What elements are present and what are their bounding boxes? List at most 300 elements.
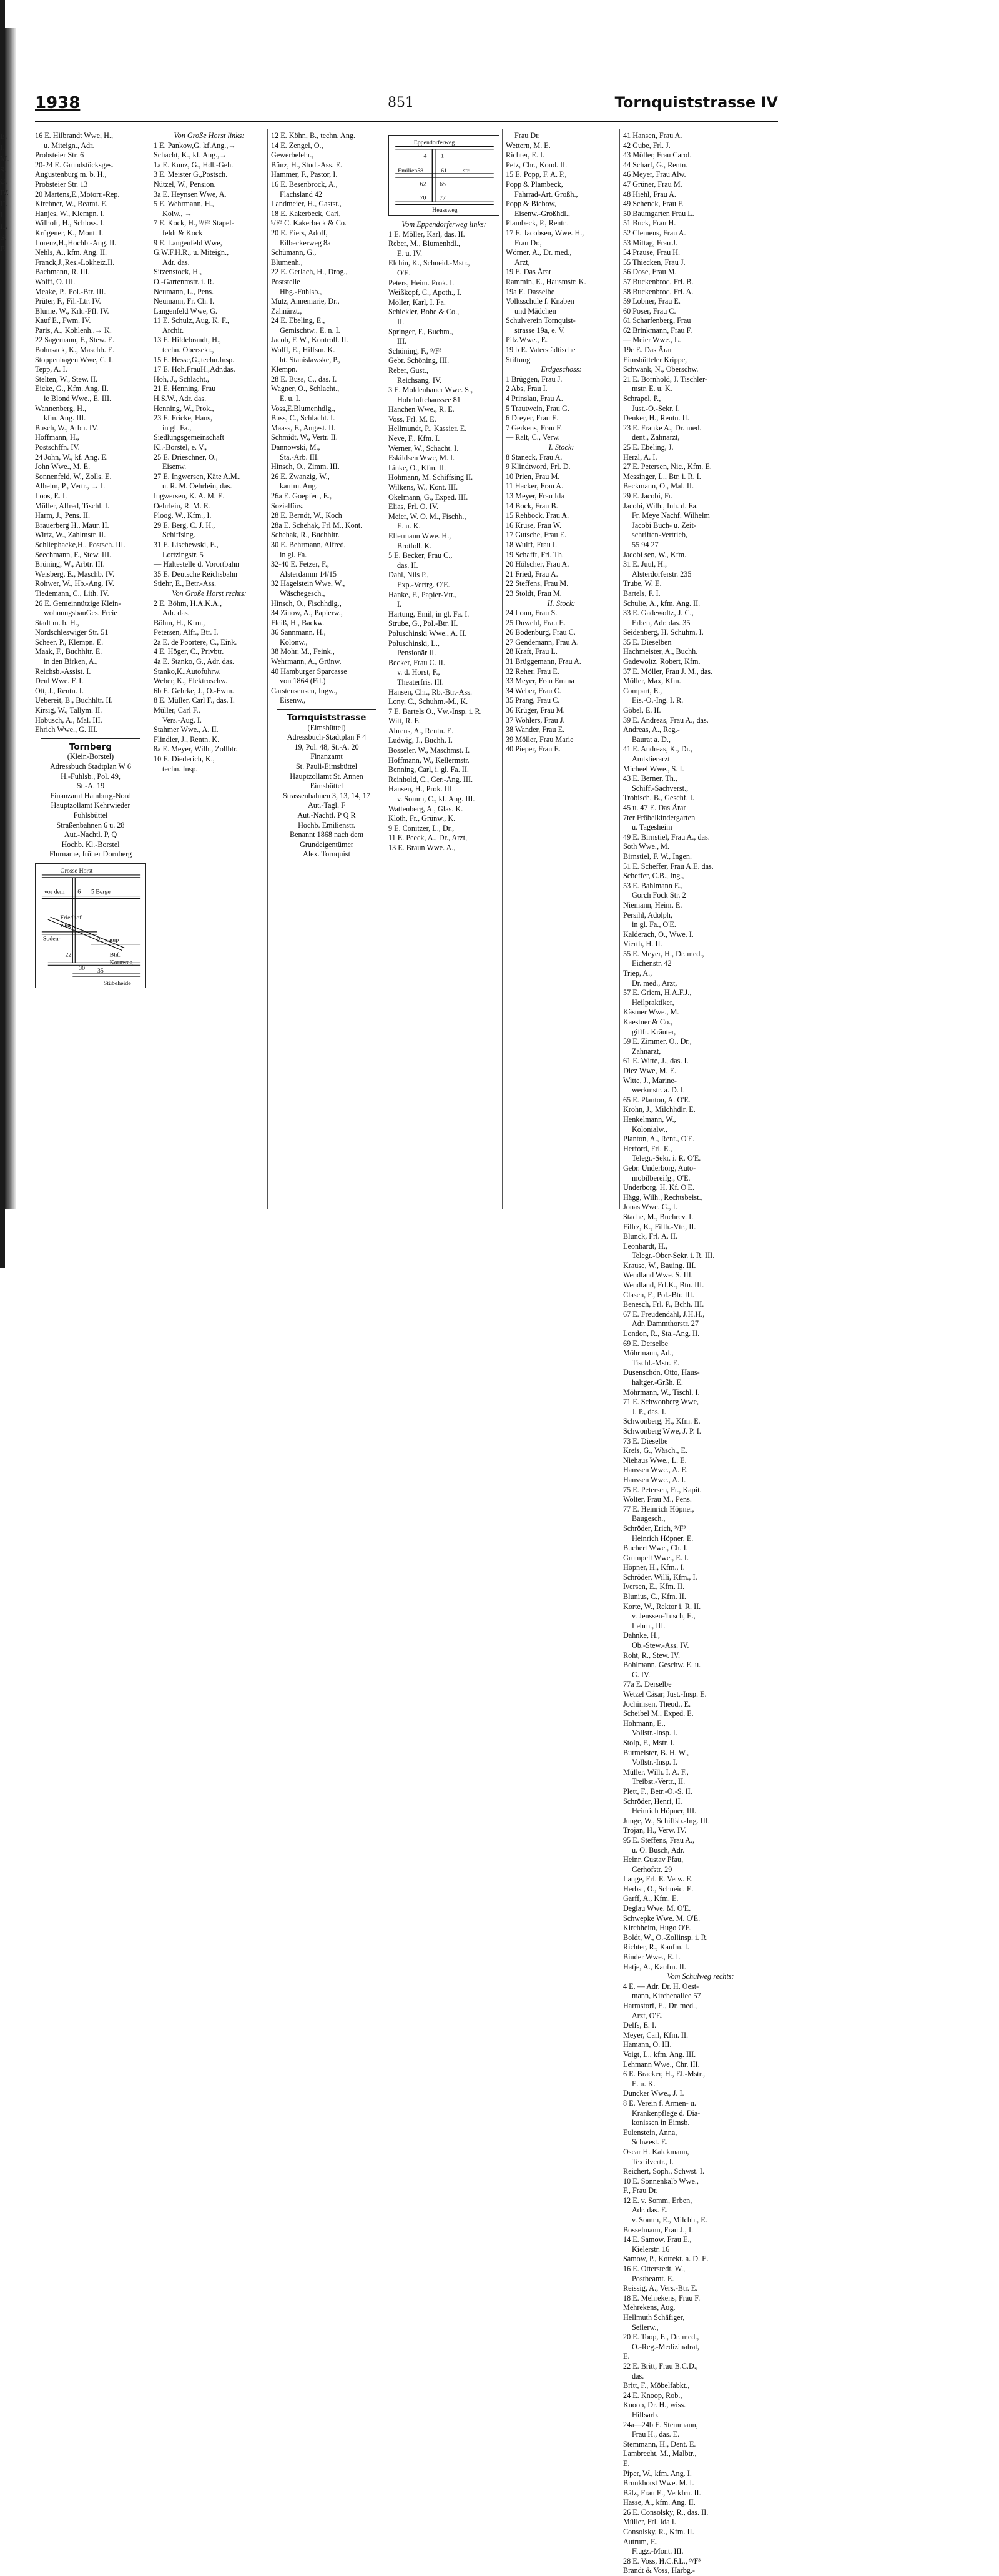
directory-entry-line: Schiffsing.: [162, 530, 195, 540]
directory-entry-line: London, R., Sta.-Ang. II.: [623, 1329, 700, 1339]
directory-entry-line: Eicke, G., Kfm. Ang. II.: [35, 384, 109, 394]
directory-entry-line: 25 E. Ebeling, J.: [623, 443, 674, 452]
directory-entry-line: Dahl, Nils P.,: [388, 570, 429, 580]
directory-entry-line: Probsteier Str. 6: [35, 151, 84, 160]
directory-entry-line: Hohmann, E.,: [623, 1718, 666, 1728]
directory-entry-line: Kirsig, W., Tallym. II.: [35, 706, 102, 715]
directory-entry-line: 11 E. Schulz, Aug. K. F.,: [154, 316, 229, 325]
directory-entry-line: Kalderach, O., Wwe. I.: [623, 929, 694, 939]
directory-entry-line: 23 Stoldt, Frau M.: [506, 588, 562, 598]
directory-entry-line: Erdgeschoss:: [541, 365, 582, 374]
directory-entry-line: Kirchheim, Hugo O'E.: [623, 1923, 692, 1933]
directory-entry-line: II.: [397, 317, 405, 326]
directory-entry-line: 19 b E. Vaterstädtische: [506, 345, 576, 355]
directory-entry-line: 11 E. Peeck, A., Dr., Arzt,: [388, 833, 468, 843]
directory-entry-line: 42 Gube, Frl. J.: [623, 141, 671, 150]
map-label: weg: [60, 921, 71, 929]
directory-entry-line: techn. Obersekr.,: [162, 345, 214, 355]
directory-entry-line: Eulenstein, Anna,: [623, 2128, 677, 2137]
directory-entry-line: 18 E. Mehrekens, Frau F.: [623, 2293, 701, 2302]
directory-entry-line: Pilz Wwe., E.: [506, 335, 548, 345]
directory-entry-line: Ploog, W., Kfm., I.: [154, 511, 212, 520]
directory-entry-line: Adr. das.: [162, 257, 190, 267]
directory-entry-line: Eimsbütteler Krippe,: [623, 355, 687, 364]
directory-entry-line: Müller, Wilh. I. A. F.,: [623, 1767, 689, 1776]
directory-entry-line: Deul Wwe. F. I.: [35, 676, 84, 686]
directory-entry-line: Adr. das. E.: [632, 2206, 668, 2215]
edge-letter: C.: [0, 177, 7, 186]
directory-entry-line: Hatje, A., Kaufm. II.: [623, 1962, 686, 1971]
previous-page-edge-text: [0, 131, 9, 255]
directory-entry-line: 24a—24b E. Stemmann,: [623, 2420, 698, 2429]
directory-entry-line: Seidenberg, H. Schuhm. I.: [623, 628, 704, 637]
directory-entry-line: Scheibel M., Exped. E.: [623, 1709, 694, 1718]
directory-entry-line: 73 E. Dieselbe: [623, 1436, 668, 1445]
directory-entry-line: 26 Bodenburg, Frau C.: [506, 628, 576, 637]
directory-entry-line: Weber, K., Elektroschw.: [154, 676, 228, 686]
directory-entry-line: 19 Schafft, Frl. Th.: [506, 550, 564, 559]
directory-entry-line: Mehrekens, Aug.: [623, 2303, 676, 2312]
directory-entry-line: Wattenberg, A., Glas. K.: [388, 804, 463, 813]
directory-entry-line: Lorenz,H.,Hochb.-Ang. II.: [35, 238, 117, 247]
directory-entry-line: Eis.-O.-Ing. I. R.: [632, 696, 684, 705]
directory-entry-line: 10 E. Diederich, K.,: [154, 755, 215, 763]
directory-entry-line: Heinr. Gustav Pfau,: [623, 1855, 684, 1865]
directory-entry-line: Kauf E., Fwm. IV.: [35, 316, 91, 325]
directory-entry-line: Stache, M., Buchrev. I.: [623, 1212, 694, 1221]
directory-entry-line: 59 E. Zimmer, O., Dr.,: [623, 1037, 692, 1046]
directory-entry-line: Zahnärzt.,: [271, 306, 302, 315]
directory-entry-line: 1 Brüggen, Frau J.: [506, 374, 563, 384]
column-divider: [502, 129, 503, 1209]
directory-entry-line: Stanko,K.,Autofuhrw.: [154, 666, 221, 676]
directory-entry-line: Jonas Wwe. G., I.: [623, 1202, 677, 1212]
directory-entry-line: Schulverein Tornquist-: [506, 316, 576, 325]
directory-entry-line: le Blond Wwe., E. III.: [44, 394, 112, 404]
directory-entry-line: Oehrlein, R. M. E.: [154, 501, 210, 510]
directory-entry-line: das.: [632, 2371, 644, 2380]
directory-entry-line: 2a E. de Poortere, C., Eink.: [154, 637, 237, 646]
directory-entry-line: Reinhold, C., Ger.-Ang. III.: [388, 775, 473, 784]
directory-entry-line: Plambeck, P., Rentn.: [506, 219, 569, 228]
directory-entry-line: 36 Krüger, Frau M.: [506, 706, 565, 715]
directory-entry-line: Probsteier Str. 13: [35, 179, 88, 189]
directory-entry-line: 2 E. Böhm, H.A.K.A.,: [154, 598, 222, 608]
directory-entry-line: Springer, F., Buchm.,: [388, 327, 453, 336]
map-label: 6: [77, 888, 81, 896]
directory-entry-line: Schwank, N., Oberschw.: [623, 365, 699, 374]
directory-entry-line: Denker, H., Rentn. II.: [623, 414, 689, 423]
directory-entry-line: Augustenburg m. b. H.,: [35, 170, 107, 179]
directory-entry-line: 20 Hölscher, Frau A.: [506, 560, 569, 569]
directory-entry-line: Beckmann, O., Mal. II.: [623, 482, 694, 491]
directory-entry-line: ⁹/F³ C. Kakerbeck & Co.: [271, 219, 347, 228]
directory-entry-line: I. Stock:: [548, 443, 574, 452]
directory-entry-line: haltger.-Grßh. E.: [632, 1378, 683, 1387]
directory-entry-line: 4a E. Stanko, G., Adr. das.: [154, 657, 234, 666]
directory-entry-line: 34 Zinow, A., Papierw.,: [271, 608, 343, 618]
directory-entry-line: Möller, Karl, I. Fa.: [388, 297, 446, 307]
directory-entry-line: Bohlmann, Geschw. E. u.: [623, 1660, 701, 1670]
header-year: 1938: [35, 94, 81, 112]
directory-entry-line: Ellermann Wwe. H.,: [388, 532, 451, 540]
directory-entry-line: Ludwig, J., Buchh. I.: [388, 736, 453, 745]
directory-entry-line: Wehrmann, A., Grünw.: [271, 657, 342, 666]
directory-entry-line: Poluschinski Wwe., A. II.: [388, 628, 467, 638]
directory-entry-line: 33 E. Gadewoltz, J. C.,: [623, 608, 694, 618]
directory-entry-line: Adr. das.: [162, 608, 190, 618]
directory-entry-line: Exp.-Vertrg. O'E.: [397, 580, 450, 589]
directory-entry-line: Heilpraktiker,: [632, 998, 674, 1007]
directory-entry-line: 21 E. Bornhold, J. Tischler-: [623, 374, 707, 384]
directory-entry-line: 14 Bock, Frau B.: [506, 501, 558, 510]
directory-entry-line: 15 E. Popp, F. A. P.,: [506, 170, 567, 179]
directory-entry-line: Duncker Wwe., J. I.: [623, 2089, 684, 2098]
directory-entry-line: Gebr. Underborg, Auto-: [623, 1163, 696, 1172]
directory-entry-line: Eisenw.,: [280, 696, 306, 705]
directory-entry-line: Dusenschön, Otto, Haus-: [623, 1368, 700, 1377]
column-6: [623, 131, 778, 2575]
directory-entry-line: Maass, F., Angest. II.: [271, 423, 336, 432]
directory-entry-line: E.: [623, 2352, 630, 2361]
directory-entry-line: 28 E. Buss, C., das. I.: [271, 374, 337, 384]
directory-entry-line: Britt, F., Möbelfabkt.,: [623, 2381, 690, 2390]
directory-entry-line: Hanke, F., Papier-Vtr.,: [388, 590, 457, 599]
directory-entry-line: 60 Poser, Frau C.: [623, 306, 676, 315]
directory-entry-line: 2 Abs, Frau I.: [506, 384, 548, 394]
directory-entry-line: Lange, Frl. E. Verw. E.: [623, 1875, 693, 1884]
directory-entry-line: Wagner, O., Schlacht.,: [271, 384, 340, 394]
directory-entry-line: Möhrmann, Ad.,: [623, 1349, 674, 1358]
directory-entry-line: 26a E. Goepfert, E.,: [271, 491, 332, 500]
directory-entry-line: 6 Dreyer, Frau E.: [506, 414, 559, 423]
directory-entry-line: 65 E. Planton, A. O'E.: [623, 1095, 691, 1104]
directory-entry-line: Compart, E.,: [623, 686, 662, 695]
directory-entry-line: 53 Mittag, Frau J.: [623, 238, 678, 247]
directory-entry-line: Alsterdorferstr. 235: [632, 569, 692, 578]
directory-entry-line: v. Jenssen-Tusch, E.,: [632, 1612, 696, 1621]
header-street-name: Tornquiststrasse IV: [614, 94, 778, 111]
directory-entry-line: Weisberg, E., Maschb. IV.: [35, 569, 115, 578]
directory-entry-line: Richter, E. I.: [506, 151, 545, 160]
directory-entry-line: E. u. I.: [280, 394, 300, 404]
directory-entry-line: Eichenstr. 42: [632, 959, 672, 968]
directory-entry-line: Langenfeld Wwe, G.: [154, 306, 217, 315]
directory-entry-line: Witt, R. E.: [388, 716, 421, 726]
directory-entry-line: Voigt, L., kfm. Ang. III.: [623, 2049, 696, 2059]
directory-entry-line: Strube, G., Pol.-Btr. II.: [388, 619, 458, 628]
directory-entry-line: Korte, W., Rektor i. R. II.: [623, 1602, 701, 1611]
directory-entry-line: 45 u. 47 E. Das Ärar: [623, 803, 686, 812]
edge-letter: II.: [0, 200, 8, 208]
directory-entry-line: Gorch Fock Str. 2: [632, 891, 686, 900]
directory-entry-line: Von Große Horst rechts:: [172, 588, 247, 598]
directory-entry-line: kfm. Ang. III.: [44, 414, 86, 423]
map-label: Grosse Horst: [60, 867, 93, 874]
directory-entry-line: Roht, R., Stew. IV.: [623, 1650, 681, 1660]
street-section-subtitle: (Eimsbüttel): [307, 723, 346, 732]
directory-entry-line: 43 Möller, Frau Carol.: [623, 151, 692, 160]
directory-entry-line: O'E.: [397, 268, 411, 277]
directory-entry-line: Trojan, H., Verw. IV.: [623, 1826, 687, 1835]
directory-entry-line: Stadt m. b. H.,: [35, 618, 79, 627]
directory-entry-line: 22 E. Gerlach, H., Drog.,: [271, 267, 348, 277]
directory-entry-line: Diez Wwe, M. E.: [623, 1066, 677, 1075]
directory-entry-line: Jacobi sen, W., Kfm.: [623, 550, 687, 559]
street-map-tornberg: [35, 863, 146, 988]
directory-entry-line: Birnstiel, F. W., Ingen.: [623, 851, 692, 861]
column-1: [35, 131, 146, 1206]
directory-entry-line: Hansen, H., Prok. III.: [388, 785, 454, 794]
directory-entry-line: H.S.W., Adr. das.: [154, 394, 207, 404]
directory-entry-line: Flugz.-Mont. III.: [632, 2547, 684, 2556]
directory-entry-line: 53 E. Bahlmann E.,: [623, 881, 683, 890]
directory-entry-line: Harmstorf, E., Dr. med.,: [623, 2001, 697, 2010]
directory-entry-line: 32 Hagelstein Wwe, W.,: [271, 579, 345, 588]
directory-entry-line: Textilvertr., I.: [632, 2157, 674, 2166]
directory-entry-line: Gebr. Schöning, III.: [388, 356, 450, 365]
map-label: 5 Berge: [91, 888, 111, 896]
directory-entry-line: Vers.-Aug. I.: [162, 715, 202, 725]
directory-entry-line: Prüter, F., Fil.-Ltr. IV.: [35, 297, 101, 306]
directory-entry-line: G.W.F.H.R., u. Miteign.,: [154, 248, 229, 257]
directory-entry-line: Hanssen Wwe., A. E.: [623, 1465, 688, 1475]
directory-entry-line: 12 E. v. Somm, Erben,: [623, 2196, 692, 2205]
directory-entry-line: Tischl.-Mstr. E.: [632, 1358, 680, 1367]
directory-entry-line: Hammer, F., Pastor, I.: [271, 170, 338, 179]
directory-entry-line: giftfr. Kräuter,: [632, 1027, 676, 1036]
directory-entry-line: Rohwer, W., Hb.-Ang. IV.: [35, 579, 114, 588]
directory-entry-line: Buss, C., Schlacht. I.: [271, 414, 335, 423]
column-2: [154, 131, 265, 1206]
directory-entry-line: Klempn.: [271, 365, 298, 374]
directory-entry-line: Vollstr.-Insp. I.: [632, 1758, 677, 1767]
directory-entry-line: Müller, Alfred, Tischl. I.: [35, 501, 110, 510]
directory-entry-line: 3 E. Moldenhauer Wwe. S.,: [388, 385, 473, 395]
header-rule: [35, 121, 778, 122]
street-info-line: Fuhlsbüttel: [73, 810, 108, 820]
edge-letter: E.: [0, 132, 7, 141]
directory-entry-line: Weißkopf, C., Apoth., I.: [388, 288, 462, 297]
directory-entry-line: Bälz, Frau E., Verkfrn. II.: [623, 2488, 701, 2497]
street-info-line: Adressbuch Stadtplan W 6: [50, 762, 131, 771]
directory-entry-line: Möller, Max, Kfm.: [623, 676, 681, 686]
directory-entry-line: Burmeister, B. H. W.,: [623, 1748, 689, 1757]
directory-entry-line: 38 Mohr, M., Feink.,: [271, 647, 335, 656]
directory-entry-line: 38 Wander, Frau E.: [506, 725, 565, 735]
directory-entry-line: Voss,E.Blumenhdlg.,: [271, 404, 335, 413]
column-5: [506, 131, 617, 1206]
directory-entry-line: Schröder, Henri, II.: [623, 1796, 682, 1806]
directory-entry-line: das. II.: [397, 560, 418, 570]
directory-entry-line: 41 E. Andreas, K., Dr.,: [623, 745, 693, 754]
street-info-line: Eimsbüttel: [310, 781, 343, 791]
directory-entry-line: 19a E. Dasselbe: [506, 287, 555, 296]
directory-entry-line: Göbel, E. II.: [623, 706, 661, 715]
directory-entry-line: Bosselmann, Frau J., I.: [623, 2225, 694, 2234]
directory-entry-line: 29 E. Berg, C. J. H.,: [154, 520, 215, 530]
directory-entry-line: 39 Möller, Frau Marie: [506, 735, 574, 744]
directory-entry-line: Benning, Carl, i. gl. Fa. II.: [388, 765, 469, 775]
directory-entry-line: Hoffmann, H.,: [35, 433, 79, 442]
street-section-title: Tornberg: [69, 741, 112, 752]
directory-entry-line: Schöning, F., ⁹/F³: [388, 346, 442, 355]
directory-entry-line: Neumann, L., Pens.: [154, 287, 214, 296]
directory-entry-line: Bünz, H., Stud.-Ass. E.: [271, 160, 343, 169]
street-section-title: Tornquiststrasse: [287, 713, 367, 723]
directory-entry-line: Hoheluftchaussee 81: [397, 395, 461, 404]
directory-entry-line: Reichsb.-Assist. I.: [35, 666, 91, 676]
directory-entry-line: Trobisch, B., Geschf. I.: [623, 793, 694, 803]
directory-entry-line: Garff, A., Kfm. E.: [623, 1894, 679, 1903]
directory-entry-line: Höpner, H., Kfm., I.: [623, 1563, 685, 1572]
directory-entry-line: Popp & Biebow,: [506, 199, 556, 209]
directory-entry-line: 4 E. Höger, C., Privbtr.: [154, 647, 224, 656]
directory-entry-line: 17 E. Hoh,FrauH.,Adr.das.: [154, 365, 235, 374]
directory-entry-line: Poststelle: [271, 277, 300, 286]
directory-entry-line: 44 Scharf, G., Rentn.: [623, 160, 688, 169]
directory-entry-line: O.-Gartenmstr. i. R.: [154, 277, 214, 286]
directory-entry-line: 28a E. Schehak, Frl M., Kont.: [271, 520, 363, 530]
directory-entry-line: Lehmann Wwe., Chr. III.: [623, 2059, 700, 2069]
directory-entry-line: Fahrrad-Art. Großh.,: [514, 189, 578, 199]
directory-entry-line: 55 94 27: [632, 540, 659, 549]
directory-entry-line: Jacobi, Wilh., Inh. d. Fa.: [623, 501, 698, 510]
directory-entry-line: Archit.: [162, 325, 184, 335]
directory-entry-line: 26 E. Zwanzig, W.,: [271, 472, 330, 481]
directory-entry-line: Wettern, M. E.: [506, 141, 551, 150]
directory-entry-line: strasse 19a, e. V.: [514, 325, 565, 335]
directory-entry-line: Wolff, O. III.: [35, 277, 76, 286]
directory-entry-line: E.: [623, 2459, 630, 2468]
directory-entry-line: 41 Hansen, Frau A.: [623, 131, 682, 140]
directory-entry-line: techn. Insp.: [162, 764, 198, 773]
directory-entry-line: u. O. Busch, Adr.: [632, 1845, 685, 1855]
directory-entry-line: 11 Hacker, Frau A.: [506, 482, 564, 491]
directory-entry-line: 8 Staneck, Frau A.: [506, 452, 563, 462]
directory-entry-line: Sitzenstock, H.,: [154, 267, 202, 277]
directory-entry-line: F., Frau Dr.: [623, 2186, 658, 2196]
directory-entry-line: 24 John, W., kf. Ang. E.: [35, 452, 108, 462]
directory-entry-line: Underborg, H. Kf. O'E.: [623, 1183, 695, 1192]
directory-entry-line: Popp & Plambeck,: [506, 179, 563, 189]
directory-entry-line: John Wwe., M. E.: [35, 462, 91, 472]
street-info-line: Hauptzollamt St. Annen: [290, 771, 363, 781]
directory-entry-line: 54 Prause, Frau H.: [623, 248, 681, 257]
directory-entry-line: 21 Fried, Frau A.: [506, 569, 558, 578]
directory-entry-line: 35 Prang, Frau C.: [506, 696, 560, 705]
edge-letter: I.: [0, 211, 5, 219]
directory-entry-line: 24 E. Ebeling, E.,: [271, 316, 325, 325]
directory-entry-line: 18 E. Kakerbeck, Carl,: [271, 209, 341, 218]
street-info-line: St. Pauli-Eimsbüttel: [295, 762, 358, 771]
directory-entry-line: 57 E. Griem, H.A.F.J.,: [623, 988, 692, 998]
directory-entry-line: Scheer, P., Klempn. E.: [35, 637, 104, 646]
directory-entry-line: Deglau Wwe. M. O'E.: [623, 1904, 691, 1913]
directory-entry-line: Peters, Heinr. Prok. I.: [388, 278, 455, 287]
edge-letter: S.: [0, 166, 7, 174]
directory-entry-line: Alhelm, P., Vertr., → I.: [35, 482, 106, 491]
directory-entry-line: Pensionär II.: [397, 648, 436, 658]
directory-entry-line: Krankenpflege d. Dia-: [632, 2108, 701, 2118]
directory-entry-line: Adr. Dammthorstr. 27: [632, 1319, 699, 1329]
directory-entry-line: Delfs, E. I.: [623, 2021, 657, 2030]
column-divider: [619, 129, 620, 1209]
directory-entry-line: Boldt, W., O.-Zollinsp. i. R.: [623, 1933, 708, 1942]
directory-entry-line: Möhrmann, W., Tischl. I.: [623, 1387, 700, 1397]
directory-entry-line: Reber, Gust.,: [388, 365, 428, 375]
directory-entry-line: J. P., das. I.: [632, 1407, 666, 1416]
directory-entry-line: Stemmann, H., Dent. E.: [623, 2439, 696, 2449]
directory-entry-line: 8a E. Meyer, Wilh., Zollbtr.: [154, 745, 238, 754]
directory-entry-line: 20-24 E. Grundstücksges.: [35, 160, 114, 169]
map-label: 21 kamp: [97, 936, 119, 944]
directory-entry-line: Bachmann, R. III.: [35, 267, 90, 277]
directory-entry-line: Böhm, H., Kfm.,: [154, 618, 205, 627]
directory-entry-line: 1 E. Pankow,G. kf.Ang.,→: [154, 141, 236, 150]
directory-entry-line: Wendland Wwe. S. III.: [623, 1271, 693, 1280]
directory-entry-line: Eisenw.-Großhdl.,: [514, 209, 570, 218]
map-label: Kornweg: [109, 959, 133, 966]
directory-entry-line: Vierth, H. II.: [623, 939, 662, 949]
directory-entry-line: Hoffmann, W., Kellermstr.: [388, 755, 470, 765]
directory-entry-line: Dahnke, H.,: [623, 1631, 660, 1640]
directory-entry-line: Kloth, Fr., Grünw., K.: [388, 814, 456, 823]
directory-entry-line: 34 Weber, Frau C.: [506, 686, 561, 695]
map-label: 22: [65, 951, 72, 959]
directory-entry-line: Buchert Wwe., Ch. I.: [623, 1543, 688, 1553]
column-4: [388, 131, 500, 1206]
directory-entry-line: mstr. E. u. K.: [632, 384, 672, 394]
directory-entry-line: ht. Stanislawske, P.,: [280, 355, 340, 364]
street-info-line: Adressbuch-Stadtplan F 4: [287, 733, 367, 742]
directory-entry-line: Neumann, Fr. Ch. I.: [154, 297, 215, 306]
directory-entry-line: Schiekler, Bohe & Co.,: [388, 307, 460, 317]
directory-entry-line: 47 Grüner, Frau M.: [623, 179, 682, 189]
directory-entry-line: Reissig, A., Vers.-Btr. E.: [623, 2284, 698, 2293]
edge-letter: IV.: [0, 189, 9, 197]
directory-entry-line: 40 Pieper, Frau E.: [506, 745, 561, 754]
directory-entry-line: O.-Reg.-Medizinalrat,: [632, 2342, 699, 2351]
street-info-line: Aut.-Nachtl. P Q R: [297, 810, 356, 820]
directory-entry-line: Harm, J., Pens. II.: [35, 511, 91, 520]
directory-entry-line: Hilfsarb.: [632, 2410, 659, 2419]
directory-entry-line: 21 E. Henning, Frau: [154, 384, 216, 394]
directory-entry-line: Wäschegesch.,: [280, 588, 325, 598]
directory-entry-line: Franck,J.,Res.-Lokheiz.II.: [35, 257, 115, 267]
directory-entry-line: v. d. Horst, F.,: [397, 668, 440, 677]
street-info-line: St.-A. 19: [76, 781, 105, 791]
directory-entry-line: 67 E. Freudendahl, J.H.H.,: [623, 1309, 705, 1319]
map-label: 30: [79, 965, 86, 973]
directory-entry-line: Kolw., →: [162, 209, 192, 218]
directory-entry-line: Meyer, Carl, Kfm. II.: [623, 2030, 689, 2039]
directory-entry-line: Jacobi Buch- u. Zeit-: [632, 520, 696, 530]
street-info-line: Hochb. Emilienstr.: [298, 820, 355, 830]
directory-entry-line: Hobusch, A., Mal. III.: [35, 715, 102, 725]
directory-entry-line: Bohnsack, K., Maschb. E.: [35, 345, 115, 355]
map-label: Soden-: [42, 935, 61, 943]
directory-entry-line: 37 Wohlers, Frau J.: [506, 715, 565, 725]
directory-entry-line: Postschffn. IV.: [35, 443, 80, 452]
directory-entry-line: 31 E. Juul, H.,: [623, 560, 667, 569]
directory-entry-line: Just.-O.-Sekr. I.: [632, 404, 680, 413]
directory-entry-line: Uebereit, B., Buchhltr. II.: [35, 696, 113, 705]
directory-entry-line: Bartels, F. I.: [623, 588, 661, 598]
directory-entry-line: 46 Meyer, Frau Alw.: [623, 170, 686, 179]
directory-entry-line: 23 E. Fricke, Hans,: [154, 414, 213, 423]
directory-entry-line: Schmidt, W., Vertr. II.: [271, 433, 338, 442]
